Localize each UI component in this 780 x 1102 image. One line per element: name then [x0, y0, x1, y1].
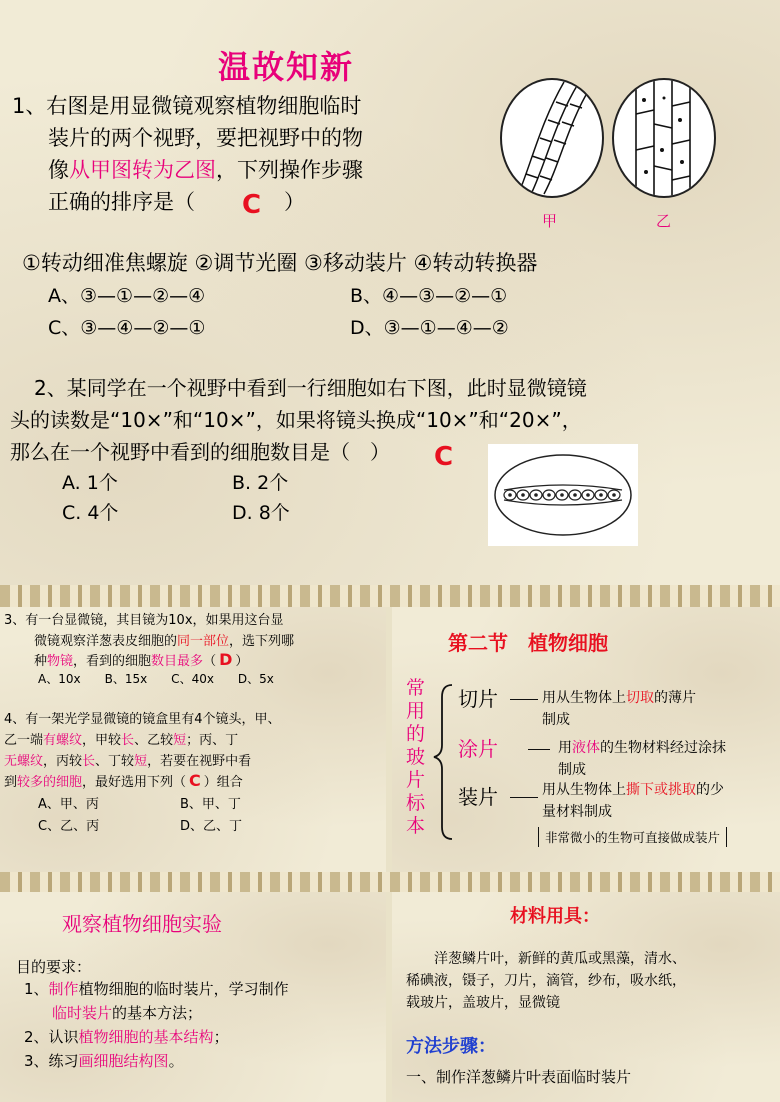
q4-option-a: A、甲、丙	[38, 797, 99, 812]
materials-line3: 载玻片，盖玻片，显微镜	[406, 995, 560, 1011]
q4-l3c: 长	[82, 754, 96, 769]
q4-line3	[4, 750, 251, 769]
item-smear: 涂片	[458, 737, 498, 761]
goal-label: 目的要求：	[16, 958, 92, 976]
goal-2-a: 2、认识	[24, 1028, 79, 1046]
item-sectioning: 切片	[458, 687, 498, 711]
goal-1-hl2: 临时装片	[52, 1004, 113, 1022]
q2-line1: 2、某同学在一个视野中看到一行细胞如右下图，此时显微镜镜	[34, 376, 587, 400]
goal-1-cont	[52, 1002, 202, 1023]
q1-steps: ①转动细准焦螺旋 ②调节光圈 ③移动装片 ④转动转换器	[22, 251, 538, 275]
item2-desc-b: 的生物材料经过涂抹	[600, 740, 726, 756]
slide-materials	[392, 892, 780, 1102]
q2-option-a: A. 1个	[62, 472, 118, 494]
q4-l2f: 短	[173, 733, 187, 748]
q4-l2g: ；丙、丁	[186, 733, 239, 748]
goal-3-b: 。	[168, 1052, 184, 1070]
q3-line1: 3、有一台显微镜，其目镜为10x，如果用这台显	[4, 613, 284, 628]
q1-option-c: C、③—④—②—①	[48, 317, 206, 339]
item3-desc-b: 的少	[696, 782, 724, 798]
dash-1	[510, 699, 538, 700]
dash-2	[528, 749, 550, 750]
goal-3	[24, 1050, 184, 1071]
q4-l4c: ，最好选用下列（	[82, 775, 187, 790]
q3-line3-close: ）	[235, 654, 249, 669]
q4-l3b: ，丙较	[43, 754, 83, 769]
materials-line1: 洋葱鳞片叶，新鲜的黄瓜或黑藻，清水、	[434, 951, 686, 967]
goal-2-b: ；	[213, 1028, 229, 1046]
fig-label-b: 乙	[656, 212, 672, 230]
item2-desc-hl: 液体	[572, 740, 600, 756]
q3-line3-hl2: 数目最多	[151, 654, 204, 669]
q1-line2: 装片的两个视野，要把视野中的物	[48, 126, 363, 150]
q3-line3-a: 种	[34, 654, 48, 669]
slide-questions-3-4	[0, 607, 386, 872]
goal-3-hl: 画细胞结构图	[78, 1052, 169, 1070]
section-title: 第二节 植物细胞	[448, 631, 608, 655]
materials-title: 材料用具：	[510, 906, 600, 927]
slide-slide-types	[392, 607, 780, 872]
q2-option-d: D. 8个	[232, 502, 290, 524]
q4-l3f: ，若要在视野中看	[147, 754, 252, 769]
goal-1-end: 的基本方法；	[112, 1004, 203, 1022]
q4-option-d: D、乙、丁	[180, 819, 243, 834]
slide-experiment-goals	[0, 892, 386, 1102]
goal-1	[24, 978, 289, 999]
goal-1-text: 植物细胞的临时装片，学习制作	[78, 980, 289, 998]
q4-l3a: 无螺纹	[4, 754, 44, 769]
item-mount-desc	[542, 779, 724, 823]
q1-option-a: A、③—①—②—④	[48, 285, 206, 307]
q4-l3e: 短	[134, 754, 148, 769]
cells-view-a	[502, 80, 602, 196]
item3-desc-a: 用从生物体上	[542, 782, 626, 798]
item2-desc-a: 用	[558, 740, 572, 756]
experiment-title: 观察植物细胞实验	[62, 912, 222, 936]
q4-l4b: 较多的细胞	[17, 775, 83, 790]
q1-line3-suffix: ，下列操作步骤	[216, 158, 363, 182]
q1-option-b: B、④—③—②—①	[350, 285, 508, 307]
q1-line3	[48, 154, 363, 184]
q4-l2e: 、乙较	[134, 733, 174, 748]
item2-desc-c: 制成	[558, 762, 586, 778]
brace-icon	[430, 677, 456, 847]
step-1: 一、制作洋葱鳞片叶表面临时装片	[406, 1068, 632, 1086]
q2-option-c: C. 4个	[62, 502, 119, 524]
fig-label-a: 甲	[542, 212, 558, 230]
q4-line2	[4, 729, 238, 748]
q1-line1: 1、右图是用显微镜观察植物细胞临时	[12, 94, 362, 118]
materials-line2: 稀碘液，镊子，刀片，滴管，纱布，吸水纸，	[406, 973, 686, 989]
q3-line2	[34, 630, 294, 649]
q1-line4-close: ）	[284, 190, 305, 214]
q3-line3-b: ，看到的细胞	[73, 654, 152, 669]
item3-desc-hl: 撕下或挑取	[626, 782, 696, 798]
q3-line2-text: 微镜观察洋葱表皮细胞的	[34, 634, 178, 649]
q1-line3-prefix: 像	[48, 158, 69, 182]
slide-title: 温故知新	[218, 48, 355, 86]
goal-1-hl: 制作	[48, 980, 79, 998]
steps-title: 方法步骤：	[406, 1036, 496, 1057]
q2-option-b: B. 2个	[232, 472, 289, 494]
item1-desc-a: 用从生物体上	[542, 690, 626, 706]
q4-option-b: B、甲、丁	[180, 797, 241, 812]
q1-option-d: D、③—①—④—②	[350, 317, 509, 339]
q1-line3-highlight: 从甲图转为乙图	[69, 158, 216, 182]
microscope-field-a	[500, 78, 604, 198]
microscope-field-b	[612, 78, 716, 198]
q4-answer: C	[189, 771, 201, 790]
q3-line3-c: （	[203, 654, 217, 669]
item1-desc-hl: 切取	[626, 690, 654, 706]
q3-line3	[34, 650, 248, 669]
dash-3	[510, 797, 538, 798]
q2-line2: 头的读数是“10×”和“10×”，如果将镜头换成“10×”和“20×”，	[10, 408, 582, 432]
goal-1-num: 1、	[24, 980, 49, 998]
goal-2	[24, 1026, 229, 1047]
cell-row-diagram	[488, 444, 638, 546]
q4-l3d: 、丁较	[95, 754, 135, 769]
q2-line3: 那么在一个视野中看到的细胞数目是（ ）	[10, 440, 390, 464]
goal-3-a: 3、练习	[24, 1052, 79, 1070]
q4-option-c: C、乙、丙	[38, 819, 100, 834]
q4-l2b: 有螺纹	[43, 733, 83, 748]
vertical-label: 常用的玻片标本	[406, 677, 426, 837]
divider-band	[0, 585, 780, 607]
q4-l2c: ，甲较	[82, 733, 122, 748]
q3-line3-hl1: 物镜	[47, 654, 74, 669]
item-mount: 装片	[458, 785, 498, 809]
q4-l4d: ）组合	[203, 775, 243, 790]
item3-desc-c: 量材料制成	[542, 804, 612, 820]
q4-line4	[4, 771, 243, 790]
item-smear-desc	[558, 737, 726, 781]
q4-l2a: 乙一端	[4, 733, 44, 748]
item1-desc-c: 制成	[542, 712, 570, 728]
goal-2-hl: 植物细胞的基本结构	[78, 1028, 214, 1046]
q3-answer: D	[219, 650, 233, 669]
q4-l4a: 到	[4, 775, 18, 790]
cell-row-figure	[488, 444, 638, 546]
cells-view-b	[614, 80, 714, 196]
q4-line1: 4、有一架光学显微镜的镜盒里有4个镜头，甲、	[4, 712, 281, 727]
q3-line2-highlight: 同一部位	[177, 634, 230, 649]
item1-desc-b: 的薄片	[654, 690, 696, 706]
q1-answer: C	[242, 190, 262, 220]
q3-options: A、10x B、15x C、40x D、5x	[38, 672, 274, 686]
divider-band-2	[0, 872, 780, 892]
q3-line2-end: ，选下列哪	[229, 634, 295, 649]
item-sectioning-desc	[542, 687, 696, 731]
q1-line4: 正确的排序是（	[48, 190, 195, 214]
q2-answer: C	[434, 442, 454, 472]
note-box: 非常微小的生物可直接做成装片	[538, 827, 727, 847]
q4-l2d: 长	[121, 733, 135, 748]
